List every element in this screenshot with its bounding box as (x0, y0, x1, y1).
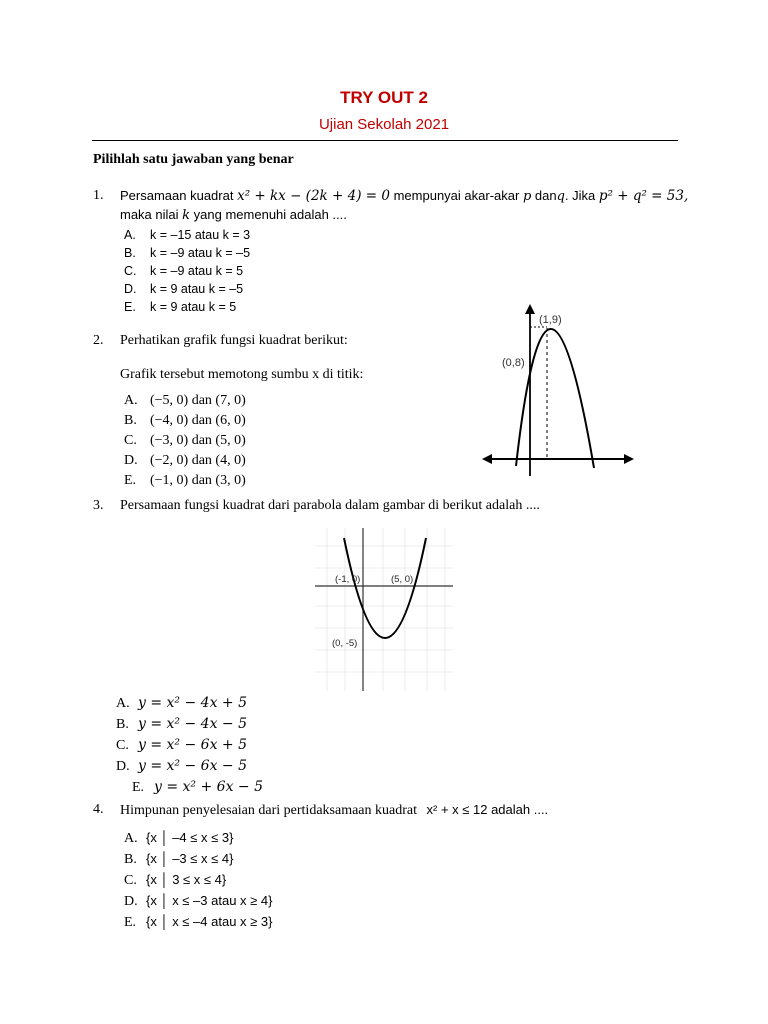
option-text: (−5, 0) dan (7, 0) (150, 393, 246, 408)
option-text: k = –9 atau k = –5 (150, 246, 251, 260)
q1-text-a: Persamaan kuadrat (120, 188, 234, 203)
option-text: y = x² − 6x + 5 (138, 737, 248, 753)
option-label: D. (124, 453, 138, 468)
q1-option-d[interactable] (124, 280, 250, 298)
option-label: B. (124, 852, 137, 867)
vertex-label: (1,9) (539, 314, 562, 326)
q2-text: Perhatikan grafik fungsi kuadrat berikut: (120, 333, 348, 348)
q2-option-b[interactable] (124, 411, 246, 431)
q1-text-jika: . Jika (564, 188, 596, 203)
q4-text-line (120, 802, 548, 819)
q3-option-e[interactable] (116, 777, 263, 798)
q1-line2-b: yang memenuhi adalah .... (193, 207, 347, 222)
option-text: k = 9 atau k = 5 (150, 300, 237, 314)
option-label: B. (124, 413, 137, 428)
option-label: D. (124, 282, 137, 296)
q3-option-a[interactable] (116, 693, 263, 714)
q1-var-q: q (556, 189, 565, 204)
option-text: {x │ –3 ≤ x ≤ 4} (146, 851, 234, 866)
q1-equation: x² + kx − (2k + 4) = 0 (237, 188, 390, 204)
option-text: y = x² + 6x − 5 (154, 779, 264, 795)
x-axis-arrow-left (482, 454, 492, 464)
option-label: E. (124, 915, 137, 930)
option-text: {x │ x ≤ –3 atau x ≥ 4} (146, 893, 273, 908)
option-label: A. (116, 696, 130, 711)
root2-label: (5, 0) (391, 574, 414, 585)
header-divider (92, 140, 678, 141)
option-text: (−4, 0) dan (6, 0) (150, 413, 246, 428)
page-title: TRY OUT 2 (340, 88, 428, 107)
option-label: E. (132, 780, 145, 795)
q3-option-c[interactable] (116, 735, 263, 756)
q1-text-dan: dan (534, 188, 557, 203)
q3-option-b[interactable] (116, 714, 263, 735)
q2-options (124, 391, 246, 491)
q4-option-c[interactable] (124, 870, 272, 891)
option-text: (−1, 0) dan (3, 0) (150, 473, 246, 488)
instruction: Pilihlah satu jawaban yang benar (93, 152, 294, 167)
option-label: D. (124, 894, 138, 909)
option-text: {x │ 3 ≤ x ≤ 4} (146, 872, 227, 887)
option-label: E. (124, 473, 137, 488)
q1-option-b[interactable] (124, 244, 250, 262)
page-subtitle: Ujian Sekolah 2021 (318, 116, 450, 133)
x-axis-arrow-right (624, 454, 634, 464)
q3-options (116, 693, 263, 798)
q3-number: 3. (93, 498, 104, 513)
q1-text-line1 (120, 186, 688, 206)
option-text: k = –15 atau k = 3 (150, 228, 251, 242)
q2-parabola-graph (478, 296, 638, 481)
q4-options (124, 828, 272, 933)
y-intercept-label: (0,8) (502, 357, 525, 369)
option-label: A. (124, 228, 136, 242)
option-text: {x │ x ≤ –4 atau x ≥ 3} (146, 914, 273, 929)
option-text: k = 9 atau k = –5 (150, 282, 244, 296)
q1-text-line2 (120, 207, 347, 223)
y-intercept-label: (0, -5) (332, 638, 358, 649)
option-label: A. (124, 393, 138, 408)
q1-condition: p² + q² = 53, (598, 188, 689, 204)
q4-number: 4. (93, 802, 104, 817)
q4-option-a[interactable] (124, 828, 272, 849)
option-text: y = x² − 6x − 5 (138, 758, 248, 774)
option-label: A. (124, 831, 138, 846)
q3-option-d[interactable] (116, 756, 263, 777)
q4-option-b[interactable] (124, 849, 272, 870)
q2-option-a[interactable] (124, 391, 246, 411)
option-text: (−3, 0) dan (5, 0) (150, 433, 246, 448)
option-label: B. (124, 246, 136, 260)
q2-option-c[interactable] (124, 431, 246, 451)
y-axis-arrow (525, 304, 535, 314)
option-label: E. (124, 300, 136, 314)
q3-text: Persamaan fungsi kuadrat dari parabola dalam gambar di berikut adalah .... (120, 498, 540, 513)
q1-var-p: p (522, 189, 532, 204)
option-label: B. (116, 717, 129, 732)
q4-option-d[interactable] (124, 891, 272, 912)
option-label: C. (124, 264, 137, 278)
option-label: C. (124, 873, 137, 888)
parabola-curve (344, 538, 426, 638)
q1-number: 1. (93, 188, 104, 203)
option-label: C. (124, 433, 137, 448)
q4-text: Himpunan penyelesaian dari pertidaksamaan kuadrat (120, 803, 417, 818)
q1-text-b: mempunyai akar-akar (393, 188, 520, 203)
q2-option-d[interactable] (124, 451, 246, 471)
q1-line2-a: maka nilai (120, 207, 179, 222)
q2-number: 2. (93, 333, 104, 348)
root1-label: (-1, 0) (335, 574, 361, 585)
option-label: D. (116, 759, 130, 774)
q1-option-a[interactable] (124, 226, 250, 244)
option-label: C. (116, 738, 129, 753)
q1-var-k: k (182, 208, 191, 223)
option-text: {x │ –4 ≤ x ≤ 3} (146, 830, 234, 845)
q1-option-c[interactable] (124, 262, 250, 280)
option-text: y = x² − 4x − 5 (138, 716, 248, 732)
option-text: (−2, 0) dan (4, 0) (150, 453, 246, 468)
q4-inequality: x² + x ≤ 12 adalah .... (426, 802, 549, 817)
q1-options (124, 226, 250, 316)
grid (315, 528, 453, 691)
q3-parabola-graph (315, 528, 453, 691)
option-text: k = –9 atau k = 5 (150, 264, 244, 278)
q2-subtext: Grafik tersebut memotong sumbu x di titik: (120, 367, 364, 382)
q4-option-e[interactable] (124, 912, 272, 933)
parabola-curve (516, 329, 594, 468)
option-text: y = x² − 4x + 5 (138, 695, 248, 711)
q2-option-e[interactable] (124, 471, 246, 491)
q1-option-e[interactable] (124, 298, 250, 316)
